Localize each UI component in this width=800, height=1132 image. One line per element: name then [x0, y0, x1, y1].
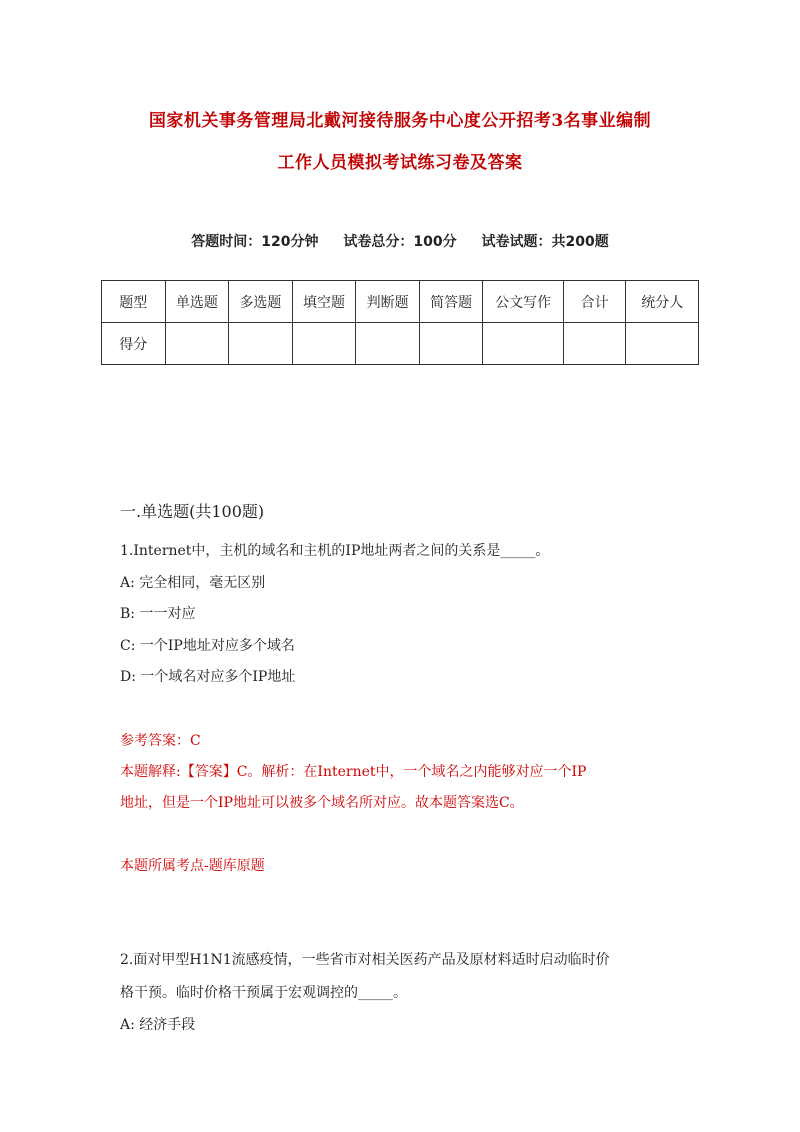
score-table-header-row	[102, 281, 699, 323]
section-title: 一.单选题(共100题)	[120, 502, 265, 521]
exam-meta	[0, 231, 800, 251]
score-cell	[563, 323, 626, 365]
question-1-source: 本题所属考点-题库原题	[120, 858, 265, 874]
document-title-line1: 国家机关事务管理局北戴河接待服务中心度公开招考3名事业编制	[148, 111, 652, 131]
score-cell	[483, 323, 563, 365]
question-2-option-a: A: 经济手段	[120, 1017, 196, 1033]
score-header-cell: 单选题	[165, 281, 229, 323]
score-table	[101, 280, 699, 365]
question-1-explanation-line2: 地址，但是一个IP地址可以被多个域名所对应。故本题答案选C。	[120, 795, 524, 811]
score-table-score-row	[102, 323, 699, 365]
score-cell	[419, 323, 483, 365]
score-header-cell: 公文写作	[483, 281, 563, 323]
score-header-cell: 填空题	[292, 281, 356, 323]
document-title-line2: 工作人员模拟考试练习卷及答案	[277, 153, 523, 173]
score-cell	[292, 323, 356, 365]
question-1-option-d: D: 一个域名对应多个IP地址	[120, 669, 296, 685]
exam-total-score: 试卷总分：100分	[343, 234, 457, 250]
score-header-cell: 题型	[102, 281, 166, 323]
question-1-answer: 参考答案：C	[120, 733, 201, 749]
score-header-cell: 统分人	[626, 281, 699, 323]
question-1-option-a: A: 完全相同，毫无区别	[120, 575, 266, 591]
score-row-label: 得分	[102, 323, 166, 365]
score-cell	[165, 323, 229, 365]
question-1-stem: 1.Internet中，主机的域名和主机的IP地址两者之间的关系是_____。	[120, 543, 550, 559]
question-1-explanation-line1: 本题解释:【答案】C。解析：在Internet中，一个域名之内能够对应一个IP	[120, 764, 587, 780]
score-header-cell: 合计	[563, 281, 626, 323]
score-cell	[229, 323, 293, 365]
score-header-cell: 多选题	[229, 281, 293, 323]
question-1-option-b: B: 一一对应	[120, 606, 196, 622]
exam-question-count: 试卷试题：共200题	[481, 234, 609, 250]
question-2-stem-line1: 2.面对甲型H1N1流感疫情，一些省市对相关医药产品及原材料适时启动临时价	[120, 952, 610, 968]
score-cell	[356, 323, 420, 365]
score-header-cell: 判断题	[356, 281, 420, 323]
exam-time: 答题时间：120分钟	[191, 234, 319, 250]
question-1-option-c: C: 一个IP地址对应多个域名	[120, 638, 295, 654]
question-2-stem-line2: 格干预。临时价格干预属于宏观调控的_____。	[120, 985, 407, 1001]
score-header-cell: 简答题	[419, 281, 483, 323]
score-cell	[626, 323, 699, 365]
